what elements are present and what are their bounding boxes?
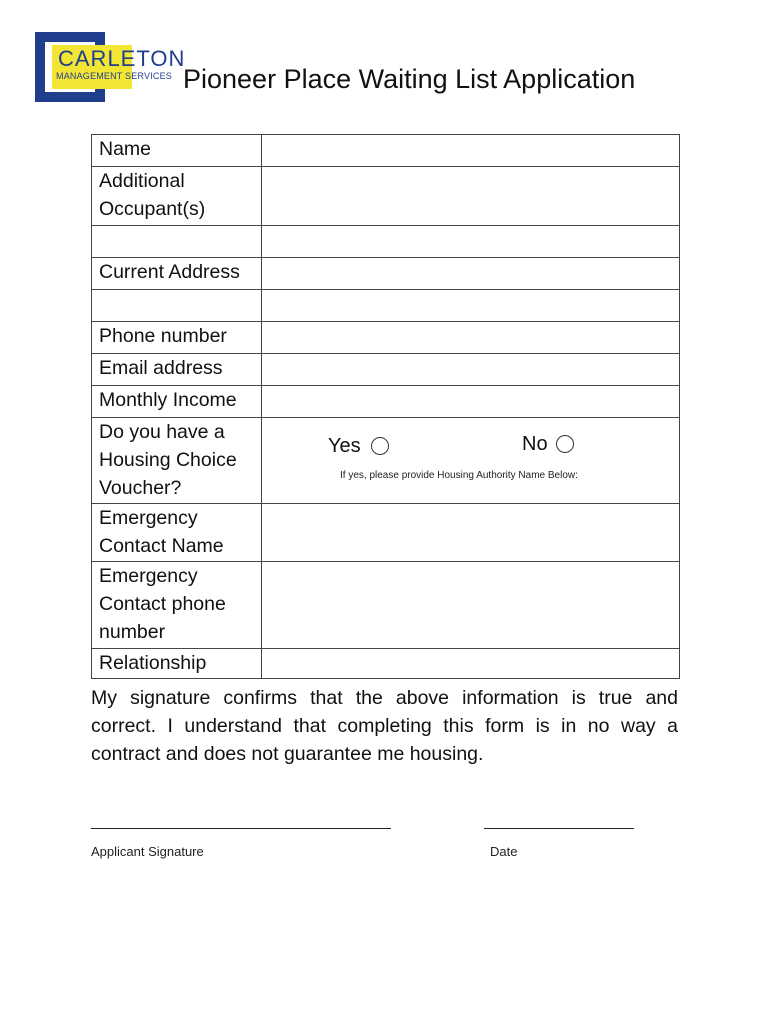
current-address-field[interactable] xyxy=(262,258,680,290)
current-address-label: Current Address xyxy=(92,258,262,290)
additional-occupants-label: Additional Occupant(s) xyxy=(92,167,262,226)
form-row xyxy=(92,562,680,649)
voucher-no-label: No xyxy=(522,433,548,455)
form-row xyxy=(92,258,680,290)
form-row xyxy=(92,354,680,386)
emergency-contact-phone-label: Emergency Contact phone number xyxy=(92,562,262,649)
form-row xyxy=(92,322,680,354)
current-address-label-cont xyxy=(92,290,262,322)
logo-word: CARLETON xyxy=(58,46,186,71)
name-field[interactable] xyxy=(262,135,680,167)
date-line[interactable] xyxy=(484,828,634,829)
housing-voucher-label: Do you have a Housing Choice Voucher? xyxy=(92,418,262,504)
relationship-field[interactable] xyxy=(262,649,680,679)
monthly-income-label: Monthly Income xyxy=(92,386,262,418)
voucher-yes-option[interactable] xyxy=(328,432,389,460)
application-form-table xyxy=(91,134,680,679)
additional-occupants-label-cont xyxy=(92,226,262,258)
form-row xyxy=(92,290,680,322)
logo-subtitle: MANAGEMENT SERVICES xyxy=(56,71,172,81)
email-address-label: Email address xyxy=(92,354,262,386)
applicant-signature-label: Applicant Signature xyxy=(91,844,204,859)
voucher-yes-label: Yes xyxy=(328,435,361,457)
form-row xyxy=(92,135,680,167)
emergency-contact-name-label: Emergency Contact Name xyxy=(92,504,262,562)
voucher-yes-radio[interactable] xyxy=(371,437,389,455)
applicant-signature-line[interactable] xyxy=(91,828,391,829)
monthly-income-field[interactable] xyxy=(262,386,680,418)
voucher-note: If yes, please provide Housing Authority Name Below: xyxy=(340,470,578,481)
current-address-field-2[interactable] xyxy=(262,290,680,322)
emergency-contact-name-field[interactable] xyxy=(262,504,680,562)
date-label: Date xyxy=(490,844,518,859)
form-row xyxy=(92,418,680,504)
name-label: Name xyxy=(92,135,262,167)
page-title: Pioneer Place Waiting List Application xyxy=(183,64,636,94)
form-row xyxy=(92,504,680,562)
form-row xyxy=(92,386,680,418)
housing-voucher-field xyxy=(262,418,680,504)
signature-statement: My signature confirms that the above information is true and correct. I understand that completing this form is in no way a contract and does not guarantee me housing. xyxy=(91,687,678,765)
form-row xyxy=(92,226,680,258)
phone-number-field[interactable] xyxy=(262,322,680,354)
voucher-no-option[interactable] xyxy=(522,430,574,458)
voucher-no-radio[interactable] xyxy=(556,435,574,453)
additional-occupants-field-2[interactable] xyxy=(262,226,680,258)
relationship-label: Relationship xyxy=(92,649,262,679)
form-row xyxy=(92,649,680,679)
carleton-logo xyxy=(35,32,186,102)
email-address-field[interactable] xyxy=(262,354,680,386)
emergency-contact-phone-field[interactable] xyxy=(262,562,680,649)
form-row xyxy=(92,167,680,226)
additional-occupants-field[interactable] xyxy=(262,167,680,226)
phone-number-label: Phone number xyxy=(92,322,262,354)
